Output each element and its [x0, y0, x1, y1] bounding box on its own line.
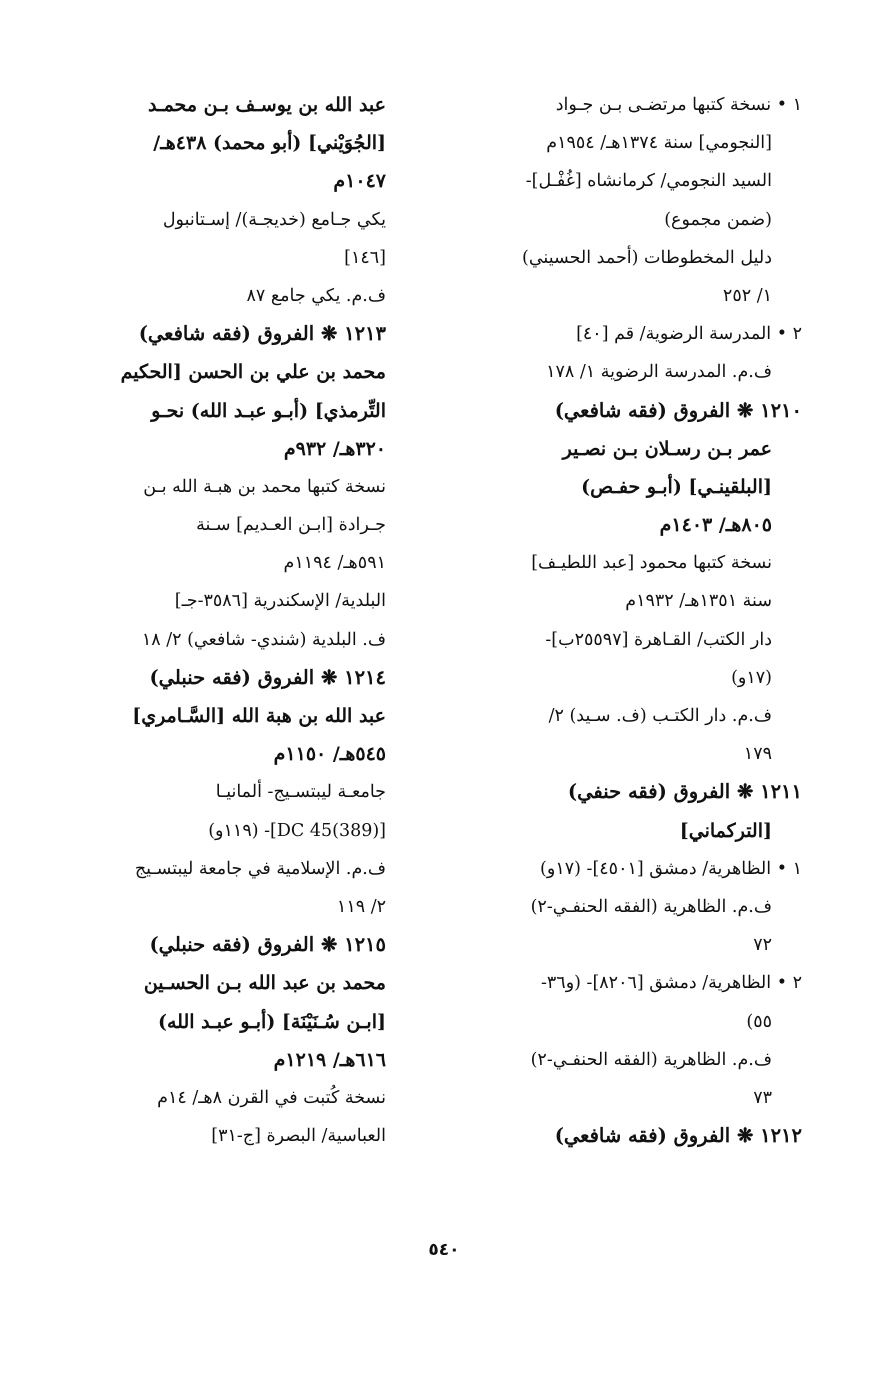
text-line: ٥٤٥هـ/ ١١٥٠م: [273, 743, 386, 766]
text-line: نسخة كُتبت في القرن ٨هـ/ ١٤م: [157, 1087, 386, 1108]
text-line: ٨٠٥هـ/ ١٤٠٣م: [659, 514, 772, 537]
text-line: ف.م. الظاهرية (الفقه الحنفـي-٢): [530, 896, 772, 917]
text-line: ٥٥): [746, 1011, 772, 1032]
text-line: نسخة كتبها محمود [عبد اللطيـف]: [531, 553, 772, 574]
entry-heading: ١٢١٠ ❋ الفروق (فقه شافعي): [554, 398, 802, 422]
text-line: ٧٣: [753, 1087, 772, 1108]
text-line: دار الكتب/ القـاهرة [٢٥٥٩٧ب]-: [545, 629, 772, 650]
text-line: السيد النجومي/ كرمانشاه [غُفْـل]-: [525, 171, 772, 192]
text-line: محمد بن عبد الله بـن الحسـين: [143, 972, 386, 995]
right-column: [466, 86, 802, 1155]
text-line: ٢/ ١١٩: [336, 896, 386, 917]
text-line: ف.م. الإسلامية في جامعة ليبتسـيج: [134, 858, 386, 879]
text-line: ٧٢: [753, 935, 772, 956]
text-line: ٣٢٠هـ/ ٩٣٢م: [283, 437, 386, 460]
text-line: [التركماني]: [679, 819, 772, 842]
text-line: [ابـن سُـنَيْنَة] (أبـو عبـد الله): [158, 1010, 386, 1033]
text-line: ف.م. يكي جامع ٨٧: [246, 285, 386, 306]
text-line: [النجومي] سنة ١٣٧٤هـ/ ١٩٥٤م: [546, 133, 772, 154]
text-line: ف.م. دار الكتـب (ف. سـيد) ٢/: [548, 706, 772, 726]
text-line: ١٠٤٧م: [333, 170, 386, 193]
entry-heading: ١٢١٤ ❋ الفروق (فقه حنبلي): [149, 665, 386, 689]
text-line: ١٧٩: [743, 744, 772, 765]
text-line: عمر بـن رسـلان بـن نصـير: [562, 437, 772, 460]
text-line: ف. البلدية (شندي- شافعي) ٢/ ١٨: [141, 629, 386, 650]
entry-heading: ١٢١٥ ❋ الفروق (فقه حنبلي): [149, 933, 386, 957]
text-line: ٢ • الظاهرية/ دمشق [٨٢٠٦]- (و٣٦-: [540, 973, 802, 994]
text-line: جامعـة ليبتسـيج- ألمانيـا: [215, 782, 386, 803]
text-line: ١ • الظاهرية/ دمشق [٤٥٠١]- (١٧و): [540, 858, 802, 879]
entry-heading: ١٢١٣ ❋ الفروق (فقه شافعي): [138, 322, 386, 346]
text-line: العباسية/ البصرة [ج-٣١]: [211, 1126, 386, 1147]
entry-heading: ١٢١٢ ❋ الفروق (فقه شافعي): [554, 1124, 802, 1148]
text-line: (ضمن مجموع): [664, 209, 772, 230]
text-line: سنة ١٣٥١هـ/ ١٩٣٢م: [625, 591, 772, 612]
text-line: عبد الله بن هبة الله [السَّـامري]: [132, 705, 386, 727]
text-line: [الجُوَيْني] (أبو محمد) ٤٣٨هـ/: [153, 132, 386, 155]
text-line: التِّرمذي] (أبـو عبـد الله) نحـو: [151, 399, 386, 422]
text-line: (١٧و): [731, 667, 772, 688]
text-line: يكي جـامع (خديجـة)/ إسـتانبول: [162, 209, 386, 230]
text-line: ٢ • المدرسة الرضوية/ قم [٤٠]: [576, 324, 802, 345]
text-line: [DC 45(389)]- (١١٩و): [208, 820, 386, 841]
text-line: ٥٩١هـ/ ١١٩٤م: [283, 553, 386, 574]
text-line: عبد الله بن يوسـف بـن محمـد: [148, 94, 386, 116]
text-line: [البلقينـي] (أبـو حفـص): [581, 475, 772, 498]
text-line: دليل المخطوطات (أحمد الحسيني): [522, 247, 772, 268]
left-column: [74, 86, 386, 1155]
page-number: ٥٤٠: [428, 1240, 460, 1260]
text-line: البلدية/ الإسكندرية [٣٥٨٦-جـ]: [174, 591, 386, 612]
entry-heading: ١٢١١ ❋ الفروق (فقه حنفي): [567, 780, 802, 804]
text-line: نسخة كتبها محمد بن هبـة الله بـن: [143, 476, 386, 497]
text-line: ف.م. المدرسة الرضوية ١/ ١٧٨: [546, 362, 772, 383]
text-line: محمد بن علي بن الحسن [الحكيم: [120, 361, 386, 384]
text-line: [١٤٦]: [344, 247, 386, 268]
text-line: ٦١٦هـ/ ١٢١٩م: [273, 1048, 386, 1071]
text-line: ١ • نسخة كتبها مرتضـى بـن جـواد: [555, 95, 802, 115]
text-line: جـرادة [ابـن العـديم] سـنة: [196, 515, 386, 536]
text-line: ف.م. الظاهرية (الفقه الحنفـي-٢): [530, 1049, 772, 1070]
text-line: ١/ ٢٥٢: [722, 285, 772, 306]
